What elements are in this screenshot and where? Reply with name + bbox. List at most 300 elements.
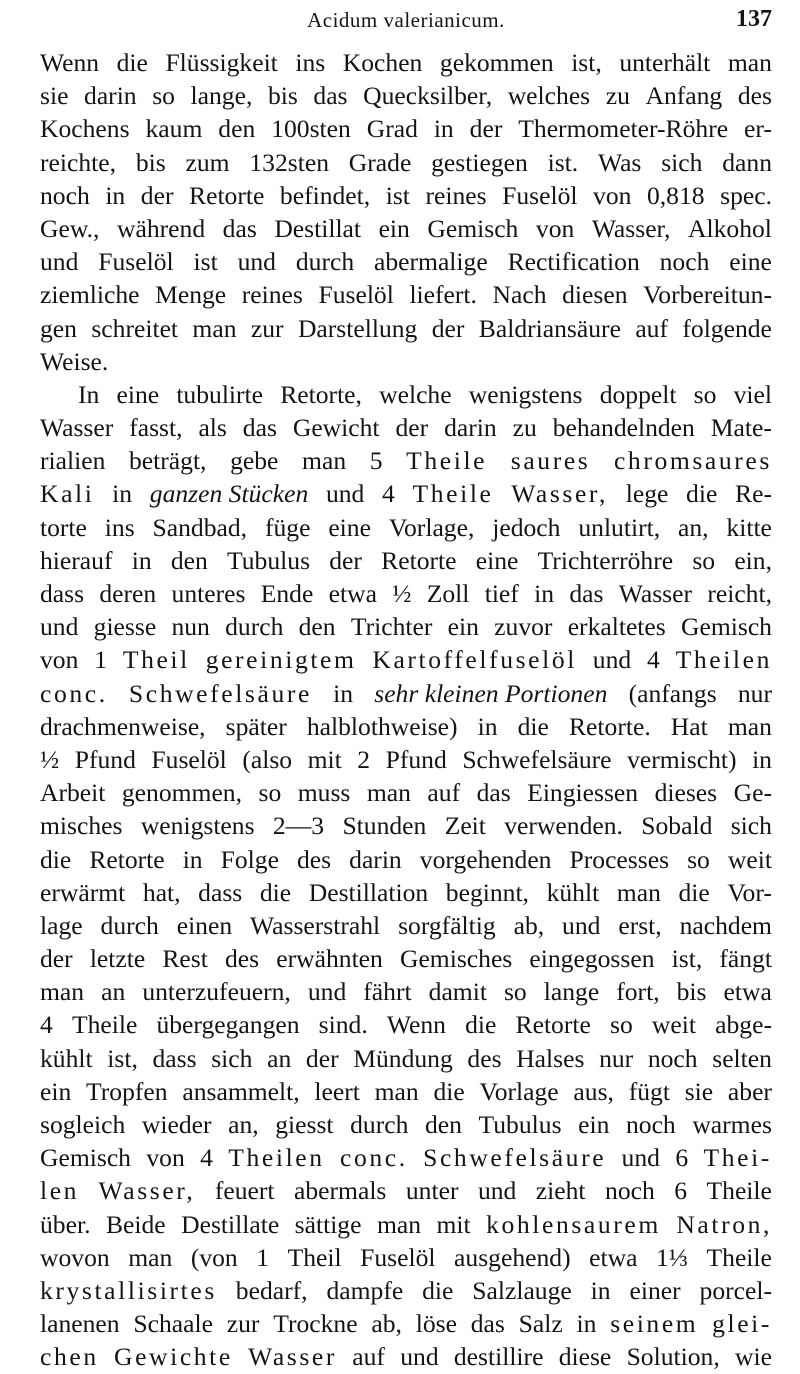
text-line bbox=[40, 511, 772, 544]
word: sind. bbox=[318, 1010, 368, 1040]
word: Beide bbox=[105, 1209, 166, 1239]
word: die bbox=[40, 844, 72, 874]
word: dass bbox=[40, 579, 85, 608]
word: Wasser bbox=[40, 413, 114, 443]
text-line bbox=[40, 809, 772, 842]
word: übergegangen bbox=[156, 1010, 300, 1040]
word: torte bbox=[40, 512, 87, 542]
word: chromsaures bbox=[613, 446, 772, 476]
word: abermals bbox=[294, 1176, 387, 1206]
word: eine bbox=[328, 512, 371, 542]
word: Vorlage, bbox=[388, 512, 475, 542]
text-line bbox=[40, 975, 772, 1008]
word: jedoch bbox=[492, 512, 561, 542]
word: liefert. bbox=[409, 280, 477, 310]
word: an bbox=[267, 1043, 292, 1073]
word: den bbox=[298, 612, 336, 642]
text-line bbox=[40, 179, 772, 212]
word: Tropfen bbox=[86, 1076, 168, 1106]
word: drachmenweise, bbox=[40, 711, 206, 741]
word: Folge bbox=[220, 844, 279, 874]
word: bis bbox=[676, 977, 707, 1007]
word: damit bbox=[428, 977, 487, 1007]
word: während bbox=[117, 213, 206, 243]
word: fährt bbox=[363, 977, 412, 1007]
word: porcel- bbox=[699, 1275, 772, 1305]
word: Hat bbox=[670, 711, 708, 741]
word: conc. bbox=[40, 678, 108, 708]
word: Salz bbox=[518, 1309, 563, 1339]
word: das bbox=[470, 1309, 505, 1339]
word: und bbox=[562, 910, 601, 940]
word: letzte bbox=[89, 944, 146, 974]
word: den bbox=[170, 545, 208, 575]
word: die bbox=[116, 48, 148, 77]
word: und bbox=[40, 612, 79, 642]
word: Theile bbox=[412, 479, 494, 509]
word: verwenden. bbox=[504, 811, 623, 841]
word: durch bbox=[225, 612, 284, 642]
word: bis bbox=[267, 81, 298, 111]
word: gestiegen bbox=[431, 147, 528, 177]
word: so bbox=[693, 379, 717, 409]
word: eine bbox=[116, 379, 160, 409]
word: ins bbox=[295, 48, 326, 77]
word: Rectification bbox=[507, 247, 640, 277]
word: nachdem bbox=[679, 910, 772, 940]
word: krystallisirtes bbox=[40, 1275, 217, 1305]
word: Menge bbox=[155, 280, 227, 310]
word: in bbox=[590, 1275, 611, 1305]
word: über. bbox=[40, 1209, 91, 1239]
word: genommen, bbox=[121, 778, 242, 808]
word: man bbox=[366, 778, 411, 808]
word: man bbox=[376, 1209, 422, 1239]
book-page bbox=[40, 0, 772, 1373]
word: von bbox=[40, 645, 79, 675]
word: warmes bbox=[692, 1110, 772, 1139]
word: die bbox=[259, 877, 292, 907]
word: darin bbox=[444, 413, 497, 443]
text-line bbox=[40, 942, 772, 975]
word: Nach bbox=[492, 280, 547, 310]
word: man bbox=[40, 977, 85, 1007]
word: und bbox=[400, 1342, 439, 1372]
word: Ende bbox=[260, 579, 314, 608]
word: zieht bbox=[535, 1176, 586, 1206]
word: welches bbox=[507, 81, 591, 111]
word: später bbox=[225, 711, 287, 741]
word: fort, bbox=[616, 977, 660, 1007]
text-line bbox=[40, 1208, 772, 1241]
word: zuvor bbox=[494, 612, 553, 642]
word: Processes bbox=[569, 844, 670, 874]
word: beträgt, bbox=[129, 446, 207, 476]
word: Alkohol bbox=[688, 213, 772, 243]
word: 1⅓ bbox=[655, 1242, 688, 1272]
word: 0,818 bbox=[646, 180, 705, 210]
word: Zoll bbox=[426, 579, 470, 608]
word: das bbox=[476, 778, 511, 808]
word: Quecksilber, bbox=[363, 81, 493, 111]
word: der bbox=[40, 944, 73, 974]
word: Retorte bbox=[189, 180, 265, 210]
word: Kochens bbox=[40, 114, 130, 144]
word: sättige bbox=[294, 1209, 362, 1239]
word: nur bbox=[737, 678, 772, 708]
word: noch bbox=[659, 247, 710, 277]
text-line bbox=[40, 1340, 772, 1373]
word: ausgehend) bbox=[454, 1242, 571, 1272]
text-line bbox=[40, 112, 772, 145]
word: lege bbox=[625, 479, 669, 509]
word: vermischt) bbox=[627, 744, 737, 774]
word: (von bbox=[190, 1242, 238, 1272]
word: fasst, bbox=[129, 413, 183, 443]
word: des bbox=[225, 944, 260, 974]
text-line bbox=[40, 1241, 772, 1274]
word: den bbox=[218, 114, 256, 144]
word: erwärmt bbox=[40, 877, 126, 907]
word: so bbox=[503, 977, 527, 1007]
word: Thermometer-Röhre bbox=[518, 114, 729, 144]
word: ein bbox=[378, 213, 410, 243]
word: ins bbox=[104, 512, 135, 542]
word: Rest bbox=[162, 944, 208, 974]
word: abermalige bbox=[374, 247, 488, 277]
word: vorgehenden bbox=[419, 844, 552, 874]
word: in bbox=[105, 180, 126, 210]
text-line bbox=[40, 1174, 772, 1207]
word: an, bbox=[677, 512, 709, 542]
word: Trichterröhre bbox=[537, 545, 674, 575]
word: Theil bbox=[287, 1242, 342, 1272]
word: durch bbox=[100, 910, 159, 940]
word: Fuselöl bbox=[98, 247, 174, 277]
word: Wasser, bbox=[511, 479, 609, 509]
word: auf bbox=[352, 1342, 385, 1372]
word: halblothweise) bbox=[306, 711, 458, 741]
word: Fuselöl bbox=[502, 180, 578, 210]
text-line bbox=[40, 643, 772, 676]
word: 4 bbox=[382, 479, 395, 509]
word: des bbox=[296, 844, 332, 874]
word: Tubulus bbox=[478, 1110, 562, 1139]
word: Stunden bbox=[342, 811, 427, 841]
word: Solution, bbox=[626, 1342, 720, 1372]
text-line bbox=[40, 610, 772, 643]
text-line bbox=[40, 444, 772, 477]
word: unlutirt, bbox=[578, 512, 661, 542]
word: zu bbox=[512, 413, 537, 443]
word: Grade bbox=[348, 147, 412, 177]
word: des bbox=[737, 81, 772, 111]
word: man bbox=[374, 1076, 419, 1106]
text-line bbox=[40, 245, 772, 278]
word: 6 bbox=[674, 1176, 688, 1206]
word: ein bbox=[578, 1110, 610, 1139]
word: Trichter bbox=[350, 612, 433, 642]
text-line bbox=[40, 345, 772, 378]
word: ein, bbox=[734, 545, 772, 575]
word: Thei- bbox=[703, 1143, 772, 1173]
word: Mündung bbox=[353, 1043, 453, 1073]
text-line bbox=[40, 776, 772, 809]
word: so bbox=[692, 545, 716, 575]
word: 132sten bbox=[249, 147, 329, 177]
word: wenigstens bbox=[468, 379, 583, 409]
word: der bbox=[305, 1043, 339, 1073]
word: man bbox=[616, 877, 661, 907]
word: 100sten bbox=[271, 114, 351, 144]
text-line bbox=[40, 212, 772, 245]
word: Ge- bbox=[733, 778, 772, 808]
word: man bbox=[192, 313, 237, 343]
word: zur bbox=[226, 1309, 260, 1339]
text-line bbox=[40, 411, 772, 444]
word: ansammelt, bbox=[182, 1076, 300, 1106]
word: Wasser, bbox=[98, 1176, 196, 1206]
text-line bbox=[40, 743, 772, 776]
word: und bbox=[307, 977, 347, 1007]
word: nur bbox=[599, 1043, 634, 1073]
word: Schwefelsäure bbox=[423, 1143, 607, 1173]
word: dass bbox=[152, 1043, 197, 1073]
word: ab, bbox=[513, 910, 545, 940]
word: bis bbox=[135, 147, 166, 177]
text-line bbox=[40, 1108, 772, 1141]
word: ist bbox=[193, 247, 218, 277]
word: ist, bbox=[671, 944, 703, 974]
text-line bbox=[40, 1307, 772, 1340]
word: Fuselöl bbox=[360, 1242, 436, 1272]
word: Wasser bbox=[618, 579, 693, 608]
word: kohlensaurem bbox=[486, 1209, 661, 1239]
word: Kartoffelfuselöl bbox=[372, 645, 577, 675]
word: einen bbox=[176, 910, 233, 940]
word: von bbox=[535, 213, 575, 243]
word: kühlt bbox=[546, 877, 600, 907]
word: Baldriansäure bbox=[478, 313, 621, 343]
word: Destillation bbox=[308, 877, 429, 907]
word: die bbox=[686, 479, 718, 509]
word: hierauf bbox=[40, 545, 113, 575]
word: von bbox=[593, 180, 632, 210]
word: sich bbox=[211, 1043, 253, 1073]
word: Retorte bbox=[515, 1010, 591, 1040]
word: ein bbox=[447, 612, 479, 642]
word: den bbox=[424, 1110, 462, 1139]
word: unter bbox=[405, 1176, 459, 1206]
word: behandelnden bbox=[552, 413, 695, 443]
word: 4 bbox=[647, 645, 660, 675]
word: Retorte, bbox=[280, 379, 362, 409]
word: eine bbox=[475, 545, 519, 575]
text-line bbox=[40, 1042, 772, 1075]
word: Sandbad, bbox=[152, 512, 248, 542]
word: rialien bbox=[40, 446, 106, 476]
word: Arbeit bbox=[40, 778, 106, 808]
word: In bbox=[78, 379, 100, 409]
text-line bbox=[40, 1141, 772, 1174]
word: saures bbox=[510, 446, 591, 476]
word: in bbox=[752, 744, 772, 774]
word: darin bbox=[349, 844, 402, 874]
word: (anfangs bbox=[628, 678, 717, 708]
word: Theilen bbox=[228, 1143, 325, 1173]
word: gekommen bbox=[439, 48, 554, 77]
word: Trockne bbox=[273, 1309, 358, 1339]
word: von bbox=[146, 1143, 185, 1173]
word: unterzufeuern, bbox=[142, 977, 291, 1007]
word: noch bbox=[605, 1176, 655, 1206]
word: erst, bbox=[618, 910, 662, 940]
word: Tubulus bbox=[227, 545, 311, 575]
word: reicht, bbox=[707, 579, 772, 608]
word: 1 bbox=[94, 645, 108, 675]
word: Theile bbox=[71, 1010, 138, 1040]
word: deren bbox=[99, 579, 157, 608]
word: Retorte bbox=[381, 545, 457, 575]
word: auf bbox=[427, 778, 461, 808]
word: ist. bbox=[547, 147, 579, 177]
word: in bbox=[182, 844, 203, 874]
word: feuert bbox=[214, 1176, 275, 1206]
word: doppelt bbox=[599, 379, 677, 409]
word: löse bbox=[415, 1309, 457, 1339]
word: der bbox=[431, 313, 465, 343]
word: und bbox=[40, 247, 79, 277]
word: zum bbox=[185, 147, 230, 177]
word: wovon bbox=[40, 1242, 110, 1272]
word: befindet, bbox=[279, 180, 371, 210]
word: ist bbox=[385, 180, 410, 210]
word: in bbox=[131, 545, 152, 575]
word: Mate- bbox=[710, 413, 772, 443]
word: Theile bbox=[706, 1242, 772, 1272]
word: Fuselöl bbox=[318, 280, 394, 310]
word: das bbox=[222, 213, 257, 243]
word: ab, bbox=[371, 1309, 402, 1339]
word: Schaale bbox=[133, 1309, 213, 1339]
word: erkaltetes bbox=[567, 612, 666, 642]
word: der bbox=[395, 413, 429, 443]
word: seinem bbox=[610, 1309, 699, 1339]
word: ist, bbox=[571, 48, 602, 77]
word: destillire bbox=[453, 1342, 544, 1372]
word: man bbox=[727, 711, 772, 741]
word: an, bbox=[228, 1110, 259, 1139]
word: Eingiessen bbox=[527, 778, 639, 808]
word: Wasser bbox=[248, 1342, 337, 1372]
word: mit bbox=[307, 744, 342, 774]
word: 2—3 bbox=[272, 811, 325, 841]
word: ganzen Stücken bbox=[149, 479, 309, 509]
word: 1 bbox=[256, 1242, 270, 1272]
word: etwa bbox=[723, 977, 772, 1007]
word: fängt bbox=[719, 944, 772, 974]
word: Vorlage bbox=[479, 1076, 559, 1106]
word: die bbox=[422, 1275, 454, 1305]
word: kaum bbox=[145, 114, 203, 144]
word: eingegossen bbox=[529, 944, 655, 974]
word: Natron, bbox=[676, 1209, 772, 1239]
word: glei- bbox=[712, 1309, 772, 1339]
word: tubulirte bbox=[176, 379, 264, 409]
word: giesse bbox=[93, 612, 157, 642]
word: (also bbox=[242, 744, 293, 774]
word: sehr kleinen Portionen bbox=[374, 678, 608, 708]
word: in bbox=[576, 1309, 597, 1339]
word: gereinigtem bbox=[205, 645, 357, 675]
word: Schwefelsäure bbox=[462, 744, 612, 774]
word: Pfund bbox=[385, 744, 447, 774]
word: abge- bbox=[715, 1010, 772, 1040]
word: der bbox=[140, 180, 174, 210]
word: Wasserstrahl bbox=[250, 910, 381, 940]
text-line bbox=[40, 1008, 772, 1041]
word: die bbox=[517, 711, 549, 741]
word: und bbox=[325, 479, 365, 509]
word: in bbox=[112, 479, 133, 509]
word: in bbox=[433, 114, 454, 144]
word: dampfe bbox=[326, 1275, 404, 1305]
word: weit bbox=[651, 1010, 696, 1040]
word: Anfang bbox=[645, 81, 723, 111]
word: Gemisches bbox=[399, 944, 513, 974]
word: Wenn bbox=[40, 48, 100, 77]
word: beginnt, bbox=[445, 877, 529, 907]
word: so bbox=[687, 844, 710, 874]
word: einer bbox=[629, 1275, 681, 1305]
word: dieses bbox=[654, 778, 718, 808]
page-number: 137 bbox=[736, 6, 772, 32]
word: fügt bbox=[628, 1076, 670, 1106]
word: Halses bbox=[516, 1043, 585, 1073]
word: wieder bbox=[141, 1110, 212, 1139]
word: hat, bbox=[142, 877, 181, 907]
word: gebe bbox=[230, 446, 279, 476]
word: etwa bbox=[328, 579, 377, 608]
word: dass bbox=[198, 877, 243, 907]
word: man bbox=[128, 1242, 173, 1272]
word: Flüssigkeit bbox=[165, 48, 278, 77]
body-text bbox=[40, 46, 772, 1374]
word: Wasser, bbox=[591, 213, 671, 243]
word: Gemisch bbox=[427, 213, 519, 243]
word: Was bbox=[597, 147, 642, 177]
word: Pfund bbox=[74, 744, 136, 774]
word: viel bbox=[733, 379, 772, 409]
text-line bbox=[40, 577, 772, 610]
word: zu bbox=[605, 81, 630, 111]
word: das bbox=[313, 81, 348, 111]
word: diesen bbox=[562, 280, 628, 310]
word: Weise. bbox=[40, 346, 109, 376]
word: Wenn bbox=[386, 1010, 446, 1040]
word: leert bbox=[314, 1076, 360, 1106]
word: unterhält bbox=[619, 48, 711, 77]
word: tief bbox=[484, 579, 519, 608]
word: schreitet bbox=[91, 313, 179, 343]
word: welche bbox=[379, 379, 452, 409]
running-head bbox=[40, 0, 772, 40]
text-line bbox=[40, 1075, 772, 1108]
word: zur bbox=[250, 313, 284, 343]
word: so bbox=[152, 81, 175, 111]
word: man bbox=[727, 48, 772, 77]
word: 2 bbox=[357, 744, 371, 774]
